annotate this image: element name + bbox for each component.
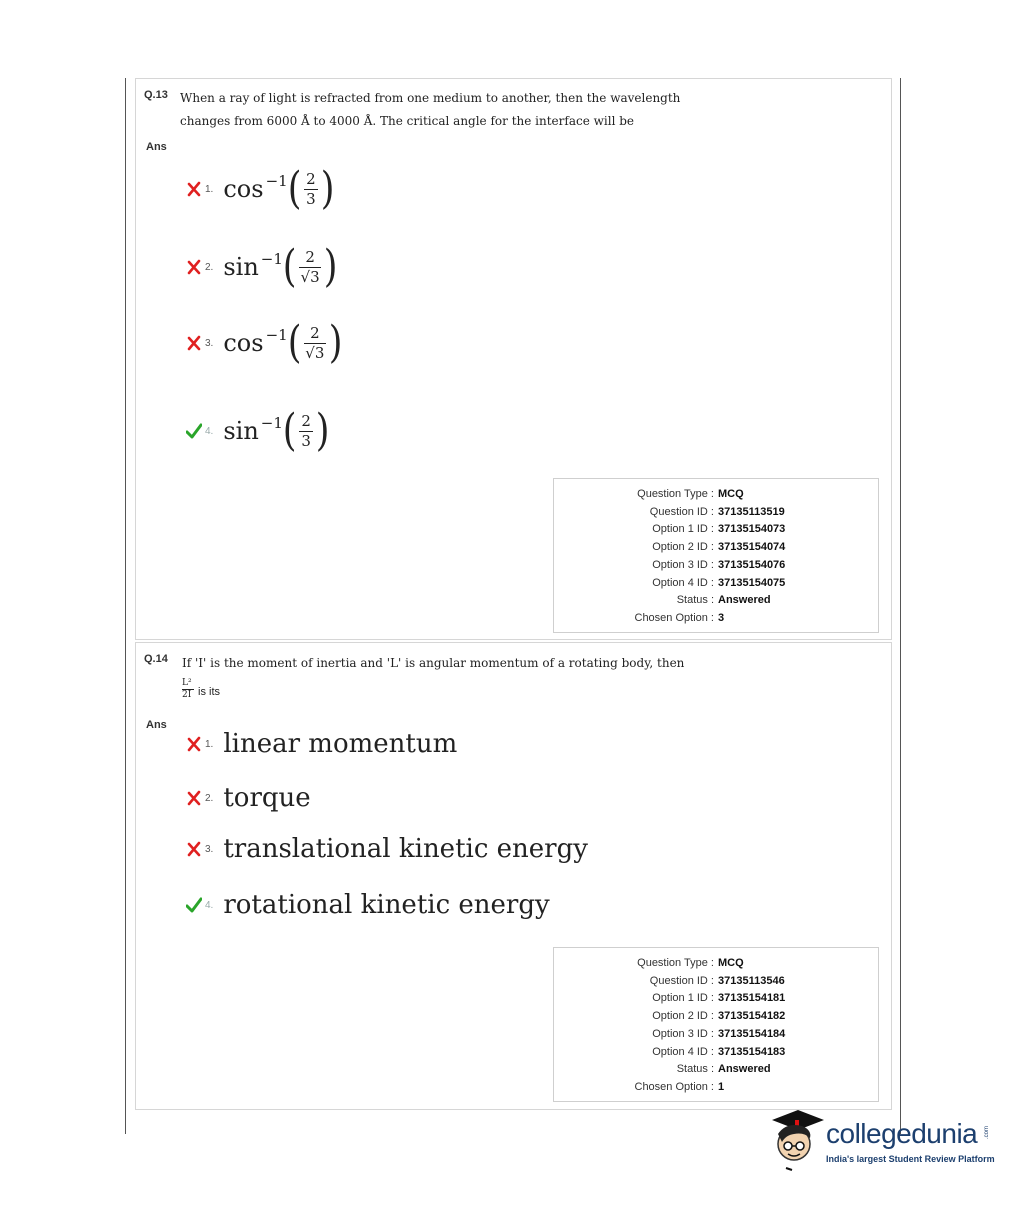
- collegedunia-logo: [768, 1104, 1003, 1184]
- option-4: [186, 890, 550, 920]
- question-number: Q.13: [144, 89, 168, 101]
- math-fraction: [304, 171, 318, 207]
- cross-icon: [186, 335, 202, 351]
- option-4: [186, 405, 330, 456]
- fraction-l-squared-over-2i: [182, 679, 194, 700]
- meta-label: Option 3 ID :: [652, 1027, 714, 1040]
- math-function: sin: [223, 417, 259, 445]
- math-exponent: −1: [265, 172, 288, 190]
- option-number: 3.: [205, 843, 214, 855]
- math-paren-left: (: [282, 405, 297, 456]
- option-text: translational kinetic energy: [223, 834, 588, 864]
- cross-icon: [186, 181, 202, 197]
- math-fraction: [304, 325, 326, 361]
- meta-value: 37135154183: [718, 1045, 786, 1058]
- meta-label: Option 4 ID :: [652, 1045, 714, 1058]
- option-number: 2.: [205, 792, 214, 804]
- math-function: sin: [223, 253, 259, 281]
- meta-value: 3: [718, 611, 725, 624]
- option-number: 1.: [205, 738, 214, 750]
- cross-icon: [186, 736, 202, 752]
- option-text: rotational kinetic energy: [223, 890, 550, 920]
- meta-value: 37135154182: [718, 1010, 786, 1023]
- math-function: cos: [223, 329, 264, 357]
- meta-value: 37135154184: [718, 1027, 786, 1040]
- math-exponent: −1: [265, 326, 288, 344]
- cross-icon: [186, 790, 202, 806]
- option-3: [186, 834, 588, 864]
- math-paren-left: (: [287, 317, 302, 368]
- mascot-icon: [768, 1104, 826, 1172]
- answer-label: Ans: [146, 719, 167, 731]
- option-1: [186, 729, 457, 759]
- meta-label: Option 2 ID :: [652, 541, 714, 554]
- logo-tagline: India's largest Student Review Platform: [826, 1154, 995, 1164]
- option-text: linear momentum: [223, 729, 458, 759]
- meta-label: Question Type :: [637, 957, 714, 969]
- meta-value: MCQ: [718, 957, 744, 969]
- fraction-numerator: 2: [305, 248, 315, 266]
- meta-label: Question ID :: [649, 974, 714, 987]
- option-number: 4.: [205, 425, 214, 437]
- answer-label: Ans: [146, 141, 167, 153]
- meta-value: 37135113519: [718, 505, 785, 518]
- meta-label: Question ID :: [649, 505, 714, 518]
- meta-value: 37135113546: [718, 974, 785, 987]
- math-paren-left: (: [282, 241, 297, 292]
- question-metadata-panel: [553, 947, 879, 1102]
- math-fraction: [299, 249, 321, 285]
- logo-wordmark: collegedunia: [826, 1118, 978, 1149]
- question-number: Q.14: [144, 653, 168, 665]
- math-exponent: −1: [260, 250, 283, 268]
- meta-label: Option 4 ID :: [652, 576, 714, 589]
- meta-label: Option 1 ID :: [652, 992, 714, 1005]
- fraction-denominator: 3: [301, 431, 311, 450]
- meta-label: Status :: [676, 594, 714, 607]
- math-paren-left: (: [287, 163, 302, 214]
- page-border-left: [125, 78, 126, 1134]
- fraction-numerator: 2: [306, 170, 316, 188]
- math-paren-right: ): [328, 317, 343, 368]
- meta-label: Chosen Option :: [634, 611, 714, 624]
- fraction-denominator: 2I: [182, 690, 192, 700]
- fraction-numerator: 2: [301, 412, 311, 430]
- question-text-line1: When a ray of light is refracted from one medium to another, then the wavelength: [180, 91, 681, 105]
- option-number: 3.: [205, 337, 214, 349]
- meta-label: Question Type :: [637, 488, 714, 500]
- option-math: [223, 405, 330, 456]
- meta-value: Answered: [718, 594, 771, 607]
- meta-label: Option 1 ID :: [652, 523, 714, 536]
- option-2: [186, 241, 338, 292]
- option-2: [186, 783, 311, 813]
- option-math: [223, 241, 338, 292]
- meta-label: Option 3 ID :: [652, 558, 714, 571]
- option-text: torque: [223, 783, 311, 813]
- meta-label: Chosen Option :: [634, 1080, 714, 1093]
- option-3: [186, 317, 343, 368]
- question-text-line1: If 'I' is the moment of inertia and 'L' is angular momentum of a rotating body, then: [182, 656, 685, 670]
- meta-value: Answered: [718, 1063, 771, 1076]
- logo-suffix: .com: [984, 1126, 990, 1140]
- option-number: 4.: [205, 899, 214, 911]
- fraction-numerator: L²: [182, 678, 192, 688]
- option-1: [186, 163, 335, 214]
- page-border-right: [900, 78, 901, 1134]
- check-icon: [186, 897, 202, 913]
- math-paren-right: ): [320, 163, 335, 214]
- math-paren-right: ): [323, 241, 338, 292]
- meta-value: 37135154073: [718, 523, 786, 536]
- math-paren-right: ): [315, 405, 330, 456]
- fraction-denominator: 3: [306, 189, 316, 208]
- fraction-numerator: 2: [310, 324, 320, 342]
- question-block-14: [135, 642, 892, 1110]
- question-metadata-panel: [553, 478, 879, 633]
- meta-value: MCQ: [718, 488, 744, 500]
- math-exponent: −1: [260, 414, 283, 432]
- meta-value: 37135154075: [718, 576, 786, 589]
- option-number: 2.: [205, 261, 214, 273]
- check-icon: [186, 423, 202, 439]
- cross-icon: [186, 841, 202, 857]
- question-text-line2: is its: [198, 686, 220, 698]
- meta-value: 37135154074: [718, 541, 786, 554]
- meta-label: Status :: [676, 1063, 714, 1076]
- fraction-denominator: √3: [305, 343, 325, 362]
- meta-value: 37135154076: [718, 558, 786, 571]
- question-text-line2: changes from 6000 Å to 4000 Å. The critical angle for the interface will be: [180, 114, 635, 128]
- option-math: [223, 163, 335, 214]
- meta-label: Option 2 ID :: [652, 1010, 714, 1023]
- meta-value: 1: [718, 1080, 725, 1093]
- meta-value: 37135154181: [718, 992, 786, 1005]
- option-math: [223, 317, 343, 368]
- question-block-13: [135, 78, 892, 640]
- math-function: cos: [223, 175, 264, 203]
- cross-icon: [186, 259, 202, 275]
- fraction-denominator: √3: [300, 267, 320, 286]
- option-number: 1.: [205, 183, 214, 195]
- math-fraction: [299, 413, 313, 449]
